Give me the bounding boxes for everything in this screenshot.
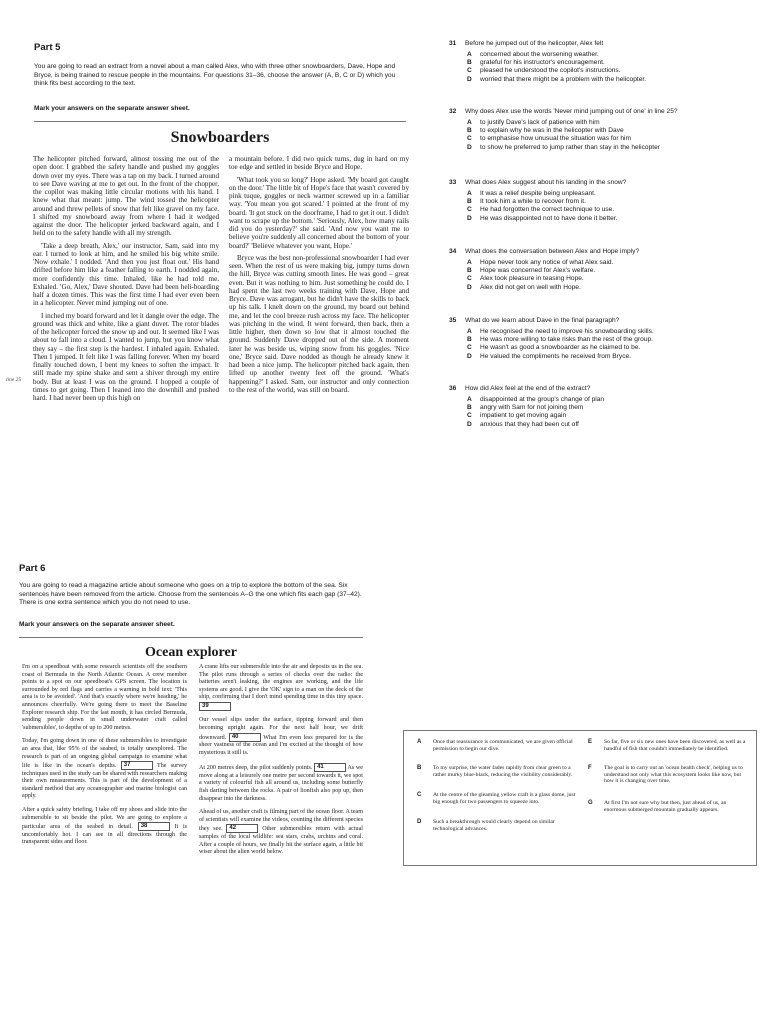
option-letter: A: [467, 258, 472, 266]
sentence-text: At first I'm not sure why but then, just ahead of us, an enormous submerged mountain gradually appears.: [604, 800, 727, 813]
part5-mark-note: Mark your answers on the separate answer sheet.: [34, 105, 190, 112]
sentence-b: [417, 765, 577, 778]
option-letter: A: [467, 118, 472, 126]
option-c[interactable]: [467, 206, 761, 214]
question-32: [449, 108, 761, 152]
option-d[interactable]: [467, 144, 761, 152]
option-text: He was more willing to take risks than the rest of the group.: [480, 336, 653, 343]
option-letter: C: [467, 412, 472, 420]
paragraph: [22, 738, 187, 801]
question-stem: [449, 385, 761, 394]
option-letter: C: [467, 344, 472, 352]
sentence-e: [588, 739, 748, 752]
sentence-letter: A: [417, 739, 422, 745]
paragraph: 'Take a deep breath, Alex,' our instructor, Sam, said into my ear. I turned to look at him, and he smiled his big white smile. 'Now exhale.' I nodded. 'And then you just float out.' His hand drifted before him like a feather falling to earth. I nodded again, more confidently this time. Inhaled, like he had told me. Exhaled. 'Go, Alex,' Dave shouted. Dave had been heli-boarding half a dozen times. This was the first time I had ever even been in a helicopter. Never mind jumping out of one.: [33, 241, 219, 308]
option-text: impatient to get moving again: [480, 412, 567, 420]
text-span: A crane lifts our submersible into the air and deposits us in the sea. The pilot runs through a series of checks over the radio: the batteries aren't leaking, the engines are working, and the life systems are good. I give the 'OK' sign to a man on the deck of the ship, confirming that I don't mind spending time in this tiny space.: [199, 664, 363, 701]
sentence-text: At the centre of the gleaming yellow craft is a glass dome, just big enough for two passengers to squeeze into.: [433, 792, 576, 805]
option-b[interactable]: [467, 127, 761, 135]
option-text: disappointed at the group's change of plan: [480, 395, 605, 403]
option-letter: B: [467, 336, 472, 343]
option-text: pleased he understood the copilot's instructions.: [480, 67, 621, 75]
sentence-f: [588, 765, 748, 785]
option-text: to emphasise how unusual the situation was for him: [480, 135, 632, 143]
ocean-left-column: [22, 664, 187, 853]
question-number: 31: [449, 40, 457, 47]
option-c[interactable]: [467, 67, 761, 75]
paragraph: [199, 809, 363, 856]
part6-title: Part 6: [19, 563, 46, 574]
paragraph: [199, 717, 363, 757]
option-c[interactable]: [467, 344, 761, 352]
option-text: to justify Dave's lack of patience with him: [480, 118, 600, 126]
option-letter: B: [467, 198, 472, 205]
option-c[interactable]: [467, 135, 761, 143]
text-span: After a quick safety briefing, I take off my shoes and slide into the submersible to sit beside the pilot. We are going to explore a particular area of the seabed in detail.: [22, 807, 187, 831]
option-letter: B: [467, 267, 472, 274]
option-text: It took him a while to recover from it.: [480, 198, 586, 205]
question-33: [449, 179, 761, 223]
question-stem: [449, 108, 761, 117]
question-number: 33: [449, 179, 457, 186]
option-d[interactable]: [467, 284, 761, 292]
sentence-g: [588, 800, 748, 813]
question-36: [449, 385, 761, 429]
option-text: Alex took pleasure in teasing Hope.: [480, 275, 584, 283]
option-d[interactable]: [467, 421, 761, 429]
option-letter: D: [467, 420, 472, 428]
text-span: At 200 metres deep, the pilot suddenly points.: [199, 765, 313, 772]
text-span: As we move along at a leisurely one metre per second towards it, we spot a variety of colourful fish all around us, including some butterfly fish darting between the rocks. A pair of lionfish also pop up, then disappear into the darkness.: [199, 765, 364, 802]
option-d[interactable]: [467, 76, 761, 84]
option-text: He was disappointed not to have done it better.: [480, 214, 618, 222]
question-text: How did Alex feel at the end of the extract?: [465, 385, 591, 392]
paragraph: I inched my board forward and let it dangle over the edge. The ground was thick and white, like a giant duvet. The rotor blades of the helicopter forced the snow up and out. It seemed like I was about to fall into a cloud. I wanted to jump, but you know what they say – the first step is the hardest. I inhaled again. Exhaled. Then I jumped. It felt like I was falling forever. When my board finally touched down, I bent my knees to soften the impact. It still made my spine shake and sent a shiver through my entire body. But at least I was on the ground. I hopped a couple of times to get going. Then I leaned into the downhill and pushed hard. I had never been up this high on: [33, 311, 219, 402]
question-number: 34: [449, 248, 457, 255]
option-b[interactable]: [467, 267, 761, 275]
option-a[interactable]: [467, 396, 761, 404]
option-text: It was a relief despite being unpleasant.: [480, 189, 596, 197]
option-text: concerned about the worsening weather.: [480, 50, 599, 58]
option-letter: C: [467, 206, 472, 214]
option-text: anxious that they had been cut off: [480, 420, 579, 428]
option-a[interactable]: [467, 190, 761, 198]
option-text: angry with Sam for not joining them: [480, 404, 584, 411]
sentence-letter: C: [417, 792, 422, 798]
option-b[interactable]: [467, 404, 761, 412]
gap-37: 37: [121, 761, 153, 770]
sentence-letter: B: [417, 765, 422, 771]
option-letter: D: [467, 352, 472, 360]
part5-divider: [34, 121, 406, 122]
option-letter: D: [467, 283, 472, 291]
option-letter: C: [467, 275, 472, 283]
paragraph: I'm on a speedboat with some research scientists off the southern coast of Bermuda in the North Atlantic Ocean. A crew member points to a spot on our speedboat's GPS screen. The location is surrounded by red flags and carries a warning in bold text: 'This area is to be avoided'. 'And that's exactly where we're heading,' he announces cheerfully. We're going there to meet the Baseline Explorer research ship. For the last month, it has circled Bermuda, sending people down in small underwater craft called 'submersibles', to depths of up to 200 metres.: [22, 664, 187, 731]
option-letter: D: [467, 75, 472, 83]
option-d[interactable]: [467, 353, 761, 361]
part6-instructions: You are going to read a magazine article about someone who goes on a trip to explore the bottom of the sea. Six sentences have been removed from the article. Choose from the sentences A–G the one which fits each gap (37–42). There is one extra sentence which you do not need to use.: [19, 582, 362, 607]
option-letter: B: [467, 404, 472, 411]
question-31: [449, 40, 761, 84]
paragraph: [22, 807, 187, 847]
option-b[interactable]: [467, 198, 761, 206]
article-title-snowboarders: Snowboarders: [170, 129, 270, 146]
option-letter: C: [467, 67, 472, 75]
question-stem: [449, 248, 761, 257]
option-text: Hope was concerned for Alex's welfare.: [480, 267, 596, 274]
option-letter: D: [467, 214, 472, 222]
paragraph: The helicopter pitched forward, almost tossing me out of the open door. I grabbed the safety handle and pushed my goggles down over my eyes. There was a tap on my back. I turned around to see Dave waving at me to get out. In the front of the chopper, the copilot was making little circular motions with his hand. I knew what that meant: jump. The wind tossed the helicopter around and threw pellets of snow that felt like gravel on my face. I shifted my snowboard away from where I had it wedged against the door. The helicopter jerked backward again, and I held on to the safety handle with all my strength.: [33, 155, 219, 238]
option-a[interactable]: [467, 259, 761, 267]
option-letter: B: [467, 59, 472, 66]
option-letter: A: [467, 50, 472, 58]
ocean-right-column: [199, 664, 363, 863]
part6-divider: [19, 637, 363, 638]
option-letter: B: [467, 127, 472, 134]
question-stem: [449, 317, 761, 326]
option-text: worried that there might be a problem with the helicopter.: [480, 75, 647, 83]
sentence-letter: E: [588, 739, 593, 745]
sentence-d: [417, 819, 577, 832]
option-text: Alex did not get on well with Hope.: [480, 283, 581, 291]
option-text: He had forgotten the correct technique to use.: [480, 206, 615, 214]
option-letter: A: [467, 189, 472, 197]
option-a[interactable]: [467, 119, 761, 127]
gap-38: 38: [138, 822, 170, 831]
paragraph: 'What took you so long?' Hope asked. 'My board got caught on the door.' The little bit of Hope's face that wasn't covered by pink tuque, goggles or neck warmer screwed up in a familiar way. 'You mean you got scared.' I pointed at the front of my board. 'It got stuck on the doorframe, I had to get it out. I didn't want to scrape up the bottom.' 'Seriously, Alex, how many rails did you do yesterday?' she said. 'And now you want me to believe you're suddenly all concerned about the bottom of your board?' 'Believe whatever you want, Hope.': [229, 175, 409, 250]
sentence-text: The goal is to carry out an 'ocean health check', helping us to understand not only what this ecosystem looks like now, but how it is changing over time.: [604, 765, 743, 785]
gap-39: 39: [199, 702, 231, 711]
question-34: [449, 248, 761, 292]
part6-mark-note: Mark your answers on the separate answer sheet.: [19, 621, 175, 628]
question-stem: [449, 179, 761, 188]
sentence-letter: G: [588, 800, 593, 806]
question-text: Before he jumped out of the helicopter, Alex felt: [465, 40, 604, 47]
sentence-text: To my surprise, the water fades rapidly from clear green to a rather murky blue-black, reducing the visibility considerably.: [433, 765, 573, 778]
text-span: Other submersibles return with actual samples of the local wildlife: sea stars, crabs, urchins and coral. After a couple of hours, we finally hit the surface again, a little bit wiser about the alien world below.: [199, 826, 363, 856]
line-marker: line 25: [6, 377, 22, 383]
part5-title: Part 5: [34, 42, 61, 53]
option-letter: C: [467, 135, 472, 143]
sentences-box: [403, 730, 757, 866]
sentence-letter: F: [588, 765, 592, 771]
question-35: [449, 317, 761, 361]
gap-40: 40: [229, 733, 261, 742]
option-text: He recognised the need to improve his snowboarding skills.: [480, 327, 654, 335]
question-text: What does Alex suggest about his landing in the snow?: [465, 179, 627, 186]
snowboarders-left-column: [33, 155, 219, 406]
option-b[interactable]: [467, 59, 761, 67]
paragraph: Bryce was the best non-professional snowboarder I had ever seen. When the rest of us were making big, jumpy turns down the hill, Bryce was cutting smooth lines. He was good – great even. But it was nothing to him. Just something he could do. I had spent the last two weeks training with Dave, Hope and Bryce. Dave was arrogant, but he didn't have the skills to back up his talk. I knelt down on the ground, my board out behind me, and let the cool breeze rush across my face. The helicopter was pitching in the wind. It went forward, then back, then a little higher, then down so low that it almost touched the ground. Suddenly Dave dropped out of the side. A moment later he was beside us, wiping snow from his goggles. 'Nice one,' Bryce said. Dave nodded as though he already knew it had been a nice jump. The helicopter pitched back again, then lifted up another twenty feet off the ground. 'What's happening?' I asked. Sam, our instructor and only connection to the rest of the world, was still on board.: [229, 253, 409, 394]
option-text: Hope never took any notice of what Alex said.: [480, 258, 614, 266]
question-number: 32: [449, 108, 457, 115]
option-letter: D: [467, 143, 472, 151]
part5-instructions: You are going to read an extract from a novel about a man called Alex, who with three other snowboarders, Dave, Hope and Bryce, is being trained to rescue people in the mountains. For questions 31–36, choose the answer (A, B, C or D) which you think fits best according to the text.: [34, 63, 396, 88]
text-span: The survey techniques used in the study can be shared with researchers making their own measurements. This is part of the development of a standard method that any oceanographer and marine biologist can apply.: [22, 763, 187, 800]
article-title-ocean-explorer: Ocean explorer: [145, 645, 237, 660]
gap-42: 42: [226, 824, 258, 833]
option-text: He valued the compliments he received from Bryce.: [480, 352, 631, 360]
option-c[interactable]: [467, 412, 761, 420]
text-span: What I'm even less prepared for is the sheer vastness of the ocean and I'm excited at the thought of how mysterious it still is.: [199, 734, 363, 756]
option-b[interactable]: [467, 336, 761, 344]
text-span: It is uncomfortably hot. I can see in all directions through the transparent sides and floor.: [22, 824, 188, 846]
option-a[interactable]: [467, 328, 761, 336]
question-number: 35: [449, 317, 457, 324]
paragraph: [199, 763, 363, 803]
paragraph: a mountain before. I did two quick turns, dug in hard on my toe edge and settled in beside Bryce and Hope.: [229, 155, 409, 172]
question-text: What does the conversation between Alex and Hope imply?: [465, 248, 640, 255]
text-span: Ahead of us, another craft is filming part of the ocean floor. A team of scientists will examine the videos, counting the different species they see.: [199, 809, 363, 833]
option-text: grateful for his instructor's encouragement.: [480, 59, 605, 66]
sentence-c: [417, 792, 577, 805]
option-d[interactable]: [467, 215, 761, 223]
option-text: to show he preferred to jump rather than stay in the helicopter: [480, 143, 660, 151]
question-number: 36: [449, 385, 457, 392]
text-span: Our vessel slips under the surface, tipping forward and then becoming upright again. For the next half hour, we drift downward.: [199, 717, 363, 741]
paragraph: [199, 664, 363, 711]
option-text: He wasn't as good a snowboarder as he claimed to be.: [480, 344, 641, 352]
option-letter: A: [467, 327, 472, 335]
sentence-a: [417, 739, 577, 752]
question-text: What do we learn about Dave in the final paragraph?: [465, 317, 620, 324]
text-span: Today, I'm going down in one of these submersibles to investigate an area that, like 95% of the seabed, is totally unexplored. The research is part of an ongoing global campaign to examine what life is like in the ocean's depths.: [22, 738, 187, 770]
question-stem: [449, 40, 761, 49]
option-c[interactable]: [467, 275, 761, 283]
sentence-text: Once that reassurance is communicated, we are given official permission to begin our dive.: [433, 739, 573, 752]
snowboarders-right-column: [229, 155, 409, 398]
option-text: to explain why he was in the helicopter with Dave: [480, 127, 624, 134]
question-text: Why does Alex use the words 'Never mind jumping out of one' in line 25?: [465, 108, 678, 115]
option-letter: A: [467, 395, 472, 403]
gap-41: 41: [314, 763, 346, 772]
sentence-letter: D: [417, 819, 422, 825]
option-a[interactable]: [467, 51, 761, 59]
sentence-text: So far, five or six new ones have been discovered, as well as a handful of fish that couldn't immediately be identified.: [604, 739, 746, 752]
sentence-text: Such a breakthrough would clearly depend on similar technological advances.: [433, 819, 555, 832]
